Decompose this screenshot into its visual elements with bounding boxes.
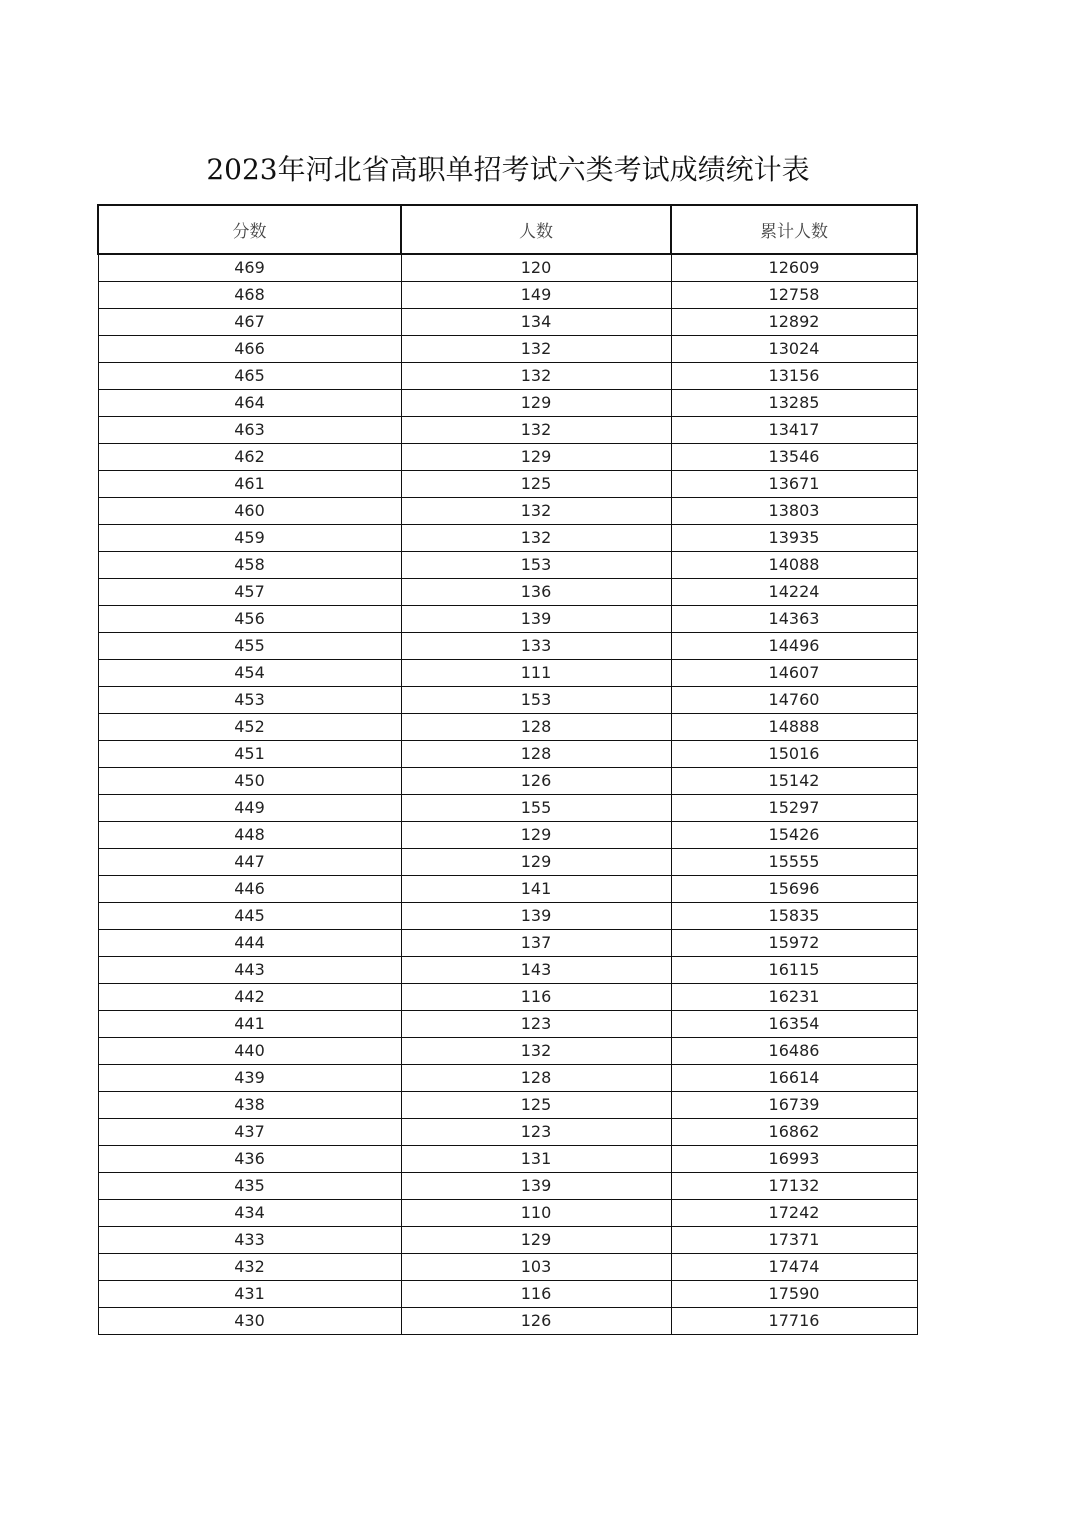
count-cell: 155	[401, 795, 671, 822]
cumulative-cell: 12758	[671, 282, 917, 309]
score-cell: 442	[98, 984, 401, 1011]
count-cell: 132	[401, 336, 671, 363]
count-cell: 137	[401, 930, 671, 957]
count-cell: 123	[401, 1119, 671, 1146]
table-row	[98, 1065, 917, 1092]
cumulative-cell: 13417	[671, 417, 917, 444]
cumulative-cell: 16486	[671, 1038, 917, 1065]
cumulative-cell: 13546	[671, 444, 917, 471]
score-cell: 435	[98, 1173, 401, 1200]
cumulative-cell: 17590	[671, 1281, 917, 1308]
cumulative-cell: 17474	[671, 1254, 917, 1281]
cumulative-cell: 14888	[671, 714, 917, 741]
page-title: 2023年河北省高职单招考试六类考试成绩统计表	[206, 153, 810, 186]
table-row	[98, 1173, 917, 1200]
count-cell: 136	[401, 579, 671, 606]
table-row	[98, 444, 917, 471]
cumulative-cell: 15297	[671, 795, 917, 822]
count-cell: 141	[401, 876, 671, 903]
score-cell: 454	[98, 660, 401, 687]
count-cell: 139	[401, 1173, 671, 1200]
score-cell: 431	[98, 1281, 401, 1308]
table-row	[98, 525, 917, 552]
cumulative-cell: 17242	[671, 1200, 917, 1227]
table-row	[98, 1119, 917, 1146]
cumulative-cell: 16739	[671, 1092, 917, 1119]
score-cell: 467	[98, 309, 401, 336]
score-cell: 464	[98, 390, 401, 417]
count-cell: 134	[401, 309, 671, 336]
count-cell: 149	[401, 282, 671, 309]
table-row	[98, 903, 917, 930]
count-cell: 116	[401, 984, 671, 1011]
score-cell: 456	[98, 606, 401, 633]
cumulative-cell: 14363	[671, 606, 917, 633]
score-cell: 463	[98, 417, 401, 444]
score-cell: 453	[98, 687, 401, 714]
table-row	[98, 984, 917, 1011]
cumulative-cell: 14760	[671, 687, 917, 714]
score-cell: 452	[98, 714, 401, 741]
cumulative-cell: 12609	[671, 254, 917, 282]
table-header	[98, 205, 917, 254]
count-cell: 131	[401, 1146, 671, 1173]
score-cell: 460	[98, 498, 401, 525]
count-cell: 126	[401, 1308, 671, 1335]
table-row	[98, 606, 917, 633]
table-row	[98, 552, 917, 579]
score-cell: 465	[98, 363, 401, 390]
header-count: 人数	[401, 205, 671, 254]
cumulative-cell: 12892	[671, 309, 917, 336]
cumulative-cell: 14607	[671, 660, 917, 687]
count-cell: 132	[401, 1038, 671, 1065]
count-cell: 126	[401, 768, 671, 795]
table-row	[98, 1254, 917, 1281]
count-cell: 129	[401, 444, 671, 471]
table-row	[98, 930, 917, 957]
header-row	[98, 205, 917, 254]
score-cell: 433	[98, 1227, 401, 1254]
table-row	[98, 1281, 917, 1308]
score-cell: 436	[98, 1146, 401, 1173]
table-row	[98, 876, 917, 903]
table-row	[98, 254, 917, 282]
table-row	[98, 633, 917, 660]
score-cell: 450	[98, 768, 401, 795]
cumulative-cell: 15016	[671, 741, 917, 768]
score-statistics-table	[97, 204, 918, 1335]
score-cell: 449	[98, 795, 401, 822]
count-cell: 153	[401, 687, 671, 714]
table-row	[98, 822, 917, 849]
table-row	[98, 768, 917, 795]
count-cell: 128	[401, 714, 671, 741]
count-cell: 123	[401, 1011, 671, 1038]
cumulative-cell: 13285	[671, 390, 917, 417]
count-cell: 110	[401, 1200, 671, 1227]
table-row	[98, 849, 917, 876]
score-cell: 443	[98, 957, 401, 984]
cumulative-cell: 17371	[671, 1227, 917, 1254]
score-cell: 458	[98, 552, 401, 579]
count-cell: 120	[401, 254, 671, 282]
count-cell: 133	[401, 633, 671, 660]
count-cell: 103	[401, 1254, 671, 1281]
score-cell: 430	[98, 1308, 401, 1335]
count-cell: 128	[401, 741, 671, 768]
cumulative-cell: 16354	[671, 1011, 917, 1038]
cumulative-cell: 16993	[671, 1146, 917, 1173]
score-cell: 445	[98, 903, 401, 930]
table-row	[98, 1092, 917, 1119]
cumulative-cell: 13935	[671, 525, 917, 552]
table-row	[98, 1011, 917, 1038]
cumulative-cell: 14224	[671, 579, 917, 606]
table-body	[98, 254, 917, 1335]
table-row	[98, 957, 917, 984]
score-cell: 434	[98, 1200, 401, 1227]
cumulative-cell: 13803	[671, 498, 917, 525]
score-cell: 437	[98, 1119, 401, 1146]
cumulative-cell: 16115	[671, 957, 917, 984]
cumulative-cell: 15972	[671, 930, 917, 957]
table-row	[98, 417, 917, 444]
table-row	[98, 471, 917, 498]
count-cell: 128	[401, 1065, 671, 1092]
count-cell: 139	[401, 606, 671, 633]
cumulative-cell: 13024	[671, 336, 917, 363]
table-row	[98, 1308, 917, 1335]
table-row	[98, 363, 917, 390]
score-cell: 446	[98, 876, 401, 903]
table-row	[98, 336, 917, 363]
score-cell: 440	[98, 1038, 401, 1065]
score-cell: 432	[98, 1254, 401, 1281]
score-cell: 461	[98, 471, 401, 498]
table-row	[98, 579, 917, 606]
count-cell: 125	[401, 471, 671, 498]
cumulative-cell: 16862	[671, 1119, 917, 1146]
table-row	[98, 714, 917, 741]
table-row	[98, 741, 917, 768]
score-cell: 469	[98, 254, 401, 282]
score-cell: 439	[98, 1065, 401, 1092]
table-row	[98, 1227, 917, 1254]
cumulative-cell: 15426	[671, 822, 917, 849]
cumulative-cell: 14088	[671, 552, 917, 579]
score-cell: 438	[98, 1092, 401, 1119]
count-cell: 129	[401, 1227, 671, 1254]
count-cell: 143	[401, 957, 671, 984]
header-score: 分数	[98, 205, 401, 254]
count-cell: 132	[401, 363, 671, 390]
count-cell: 132	[401, 525, 671, 552]
count-cell: 132	[401, 417, 671, 444]
count-cell: 132	[401, 498, 671, 525]
count-cell: 125	[401, 1092, 671, 1119]
cumulative-cell: 15696	[671, 876, 917, 903]
score-cell: 466	[98, 336, 401, 363]
count-cell: 129	[401, 390, 671, 417]
cumulative-cell: 17716	[671, 1308, 917, 1335]
table-row	[98, 282, 917, 309]
table-row	[98, 660, 917, 687]
count-cell: 111	[401, 660, 671, 687]
table-row	[98, 309, 917, 336]
cumulative-cell: 15142	[671, 768, 917, 795]
cumulative-cell: 14496	[671, 633, 917, 660]
cumulative-cell: 17132	[671, 1173, 917, 1200]
table-row	[98, 687, 917, 714]
count-cell: 153	[401, 552, 671, 579]
table-row	[98, 795, 917, 822]
cumulative-cell: 16231	[671, 984, 917, 1011]
table-row	[98, 390, 917, 417]
score-cell: 457	[98, 579, 401, 606]
score-cell: 455	[98, 633, 401, 660]
score-cell: 444	[98, 930, 401, 957]
count-cell: 129	[401, 822, 671, 849]
score-cell: 462	[98, 444, 401, 471]
cumulative-cell: 13671	[671, 471, 917, 498]
cumulative-cell: 13156	[671, 363, 917, 390]
table-row	[98, 498, 917, 525]
score-cell: 441	[98, 1011, 401, 1038]
score-cell: 447	[98, 849, 401, 876]
header-cumulative: 累计人数	[671, 205, 917, 254]
score-cell: 448	[98, 822, 401, 849]
cumulative-cell: 15835	[671, 903, 917, 930]
table-row	[98, 1200, 917, 1227]
score-cell: 468	[98, 282, 401, 309]
count-cell: 116	[401, 1281, 671, 1308]
cumulative-cell: 16614	[671, 1065, 917, 1092]
cumulative-cell: 15555	[671, 849, 917, 876]
count-cell: 139	[401, 903, 671, 930]
table-row	[98, 1146, 917, 1173]
score-cell: 451	[98, 741, 401, 768]
score-cell: 459	[98, 525, 401, 552]
table-row	[98, 1038, 917, 1065]
count-cell: 129	[401, 849, 671, 876]
